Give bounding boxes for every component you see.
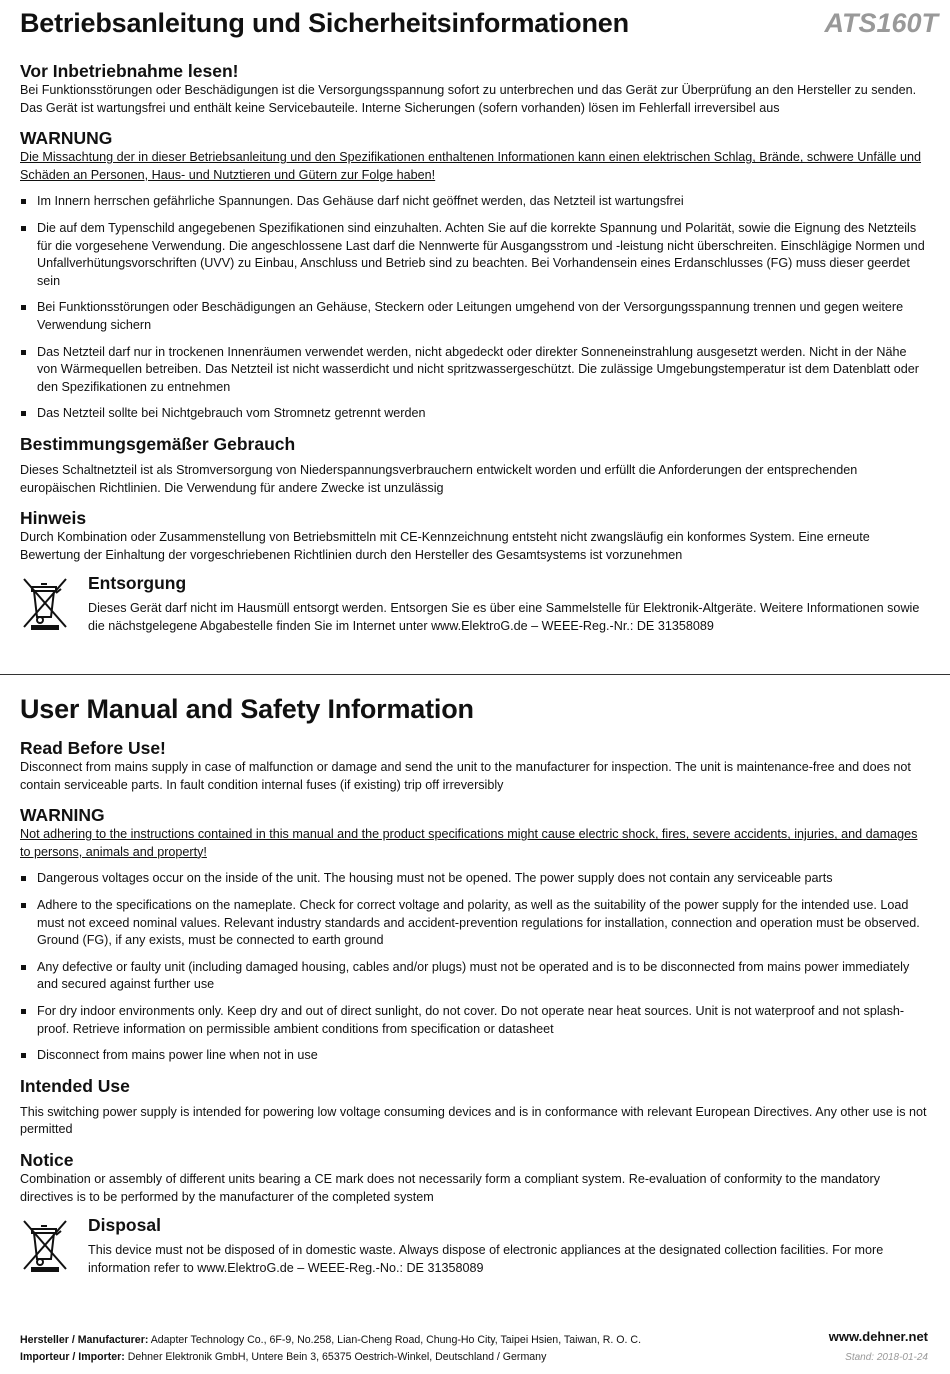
footer <box>20 1329 928 1366</box>
warning-text: Not adhering to the instructions contained in this manual and the product specifications might cause electric shock, fires, severe accidents, injuries, and damages to persons, animals and property! <box>20 827 918 859</box>
read-before-text: Disconnect from mains supply in case of malfunction or damage and send the unit to the manufacturer for inspection. The unit is maintenance-free and does not contain serviceable parts. In fault condition internal fuses (if existing) trip off irreversibly <box>20 760 911 792</box>
notice-text: Combination or assembly of different units bearing a CE mark does not necessarily form a compliant system. Re-evaluation of conformity to the mandatory directives is to be performed by the manufacturer of the completed system <box>20 1171 881 1204</box>
website-link[interactable]: www.dehner.net <box>828 1329 928 1344</box>
bullet-icon <box>21 1009 26 1014</box>
read-before-heading: Read Before Use! <box>20 738 166 758</box>
warning-text: Die Missachtung der in dieser Betriebsanleitung und den Spezifikationen enthaltenen Informationen kann einen elektrischen Schlag, Brände, schwere Unfälle und Schäden an Personen, Haus- und Nutztieren und Gütern zur Folge haben! <box>20 150 922 182</box>
bullet-icon <box>21 350 26 355</box>
intended-use-heading: Bestimmungsgemäßer Gebrauch <box>20 433 296 454</box>
bullet-icon <box>21 226 26 231</box>
bullet-icon <box>21 1053 26 1058</box>
disposal-heading: Entsorgung <box>88 573 187 594</box>
notice-heading: Notice <box>20 1149 74 1170</box>
notice-text: Durch Kombination oder Zusammenstellung von Betriebsmitteln mit CE-Kennzeichnung entsteht nicht zwangsläufig ein konformes System. Eine erneute Bewertung der Einhaltung der vorgeschriebenen Richtlinien durch den Hersteller des Gesamtsystems ist vorzunehmen <box>20 530 870 562</box>
intended-use-text: This switching power supply is intended for powering low voltage consuming devices and is in conformance with relevant European Directives. Any other use is not permitted <box>20 1104 927 1137</box>
section-divider <box>0 674 950 675</box>
bullet-icon <box>21 411 26 416</box>
bullet-icon <box>21 199 26 204</box>
list-item: Das Netzteil sollte bei Nichtgebrauch vom Stromnetz getrennt werden <box>20 405 930 423</box>
model-number: ATS160T <box>824 8 938 38</box>
crossed-out-wheelie-bin-icon <box>20 1217 70 1273</box>
read-before-text: Bei Funktionsstörungen oder Beschädigungen ist die Versorgungsspannung sofort zu unterbrechen und das Gerät zur Überprüfung an den Hersteller zu senden. Das Gerät ist wartungsfrei und enthält keine Servicebauteile. Interne Sicherungen (sofern vorhanden) lösen im Fehlerfall irreversibel aus <box>20 83 917 115</box>
manufacturer-line: Hersteller / Manufacturer: Adapter Technology Co., 6F-9, No.258, Lian-Cheng Road, Chung-Ho City, Taipei Hsien, Taiwan, R. O. C. <box>20 1334 642 1346</box>
list-item: Bei Funktionsstörungen oder Beschädigungen an Gehäuse, Steckern oder Leitungen umgehend von der Versorgungsspannung trennen und gegen weitere Verwendung sichern <box>20 299 930 334</box>
page-title: User Manual and Safety Information <box>20 694 474 724</box>
warning-heading: WARNUNG <box>20 128 113 149</box>
english-section <box>20 694 942 1280</box>
list-item: Disconnect from mains power line when not in use <box>20 1047 930 1065</box>
intended-use-text: Dieses Schaltnetzteil ist als Stromversorgung von Niederspannungsverbrauchern entwickelt worden und erfüllt die Anforderungen der entsprechenden europäischen Richtlinien. Die Verwendung für andere Zwecke ist unzulässig <box>20 462 858 495</box>
list-item: Any defective or faulty unit (including damaged housing, cables and/or plugs) must not be operated and is to be disconnected from mains power immediately and secured against further use <box>20 959 930 994</box>
list-item: For dry indoor environments only. Keep dry and out of direct sunlight, do not cover. Do not operate near heat sources. Unit is not waterproof and not splash-proof. Retrieve information on permissible ambient conditions from specification or datasheet <box>20 1003 930 1038</box>
bullet-icon <box>21 965 26 970</box>
disposal-text: This device must not be disposed of in domestic waste. Always dispose of electronic appliances at the designated collection facilities. For more information refer to www.ElektroG.de – WEEE-Reg.-No.: DE 31358089 <box>88 1243 884 1275</box>
disposal-block <box>20 572 930 638</box>
list-item: Dangerous voltages occur on the inside of the unit. The housing must not be opened. The power supply does not contain any serviceable parts <box>20 870 930 888</box>
safety-list <box>20 870 930 1064</box>
page-title: Betriebsanleitung und Sicherheitsinformationen <box>20 8 629 38</box>
disposal-block <box>20 1214 942 1280</box>
bullet-icon <box>21 305 26 310</box>
crossed-out-wheelie-bin-icon <box>20 575 70 631</box>
disposal-heading: Disposal <box>88 1215 161 1236</box>
list-item: Im Innern herrschen gefährliche Spannungen. Das Gehäuse darf nicht geöffnet werden, das Netzteil ist wartungsfrei <box>20 193 930 211</box>
list-item: Die auf dem Typenschild angegebenen Spezifikationen sind einzuhalten. Achten Sie auf die korrekte Spannung und Polarität, sowie die Eignung des Netzteils für die vorgesehene Verwendung. Die angeschlossene Last darf die Nennwerte für Ausgangsstrom und -leistung nicht überschreiten. Einschlägige Normen und Unfallverhütungsvorschriften (UVV) zu Einbau, Anschluss und Betrieb sind zu beachten. Bei Vorhandensein eines Erdanschlusses (FG) muss dieser geerdet sein <box>20 220 930 290</box>
warning-heading: WARNING <box>20 805 105 826</box>
revision-date: Stand: 2018-01-24 <box>845 1352 928 1363</box>
read-before-heading: Vor Inbetriebnahme lesen! <box>20 61 239 81</box>
importer-line: Importeur / Importer: Dehner Elektronik GmbH, Untere Bein 3, 65375 Oestrich-Winkel, Deutschland / Germany <box>20 1351 547 1363</box>
intended-use-heading: Intended Use <box>20 1075 130 1096</box>
bullet-icon <box>21 876 26 881</box>
german-section <box>20 0 938 638</box>
list-item: Das Netzteil darf nur in trockenen Innenräumen verwendet werden, nicht abgedeckt oder direkter Sonneneinstrahlung ausgesetzt werden. Nicht in der Nähe von Wärmequellen betreiben. Das Netzteil ist nicht wasserdicht und nicht spritzwassergeschützt. Die zulässige Umgebungstemperatur ist dem Datenblatt oder den Spezifikationen zu entnehmen <box>20 344 930 397</box>
safety-list <box>20 193 930 423</box>
bullet-icon <box>21 903 26 908</box>
list-item: Adhere to the specifications on the nameplate. Check for correct voltage and polarity, as well as the suitability of the power supply for the intended use. Load must not exceed nominal values. Relevant industry standards and accident-prevention regulations for installation, connection and operation must be observed. Ground (FG), if any exists, must be connected to earth ground <box>20 897 930 950</box>
notice-heading: Hinweis <box>20 508 87 529</box>
disposal-text: Dieses Gerät darf nicht im Hausmüll entsorgt werden. Entsorgen Sie es über eine Sammelstelle für Elektronik-Altgeräte. Weitere Informationen sowie die nächstgelegene Abgabestelle finden Sie im Internet unter www.ElektroG.de – WEEE-Reg.-Nr.: DE 31358089 <box>88 601 920 633</box>
